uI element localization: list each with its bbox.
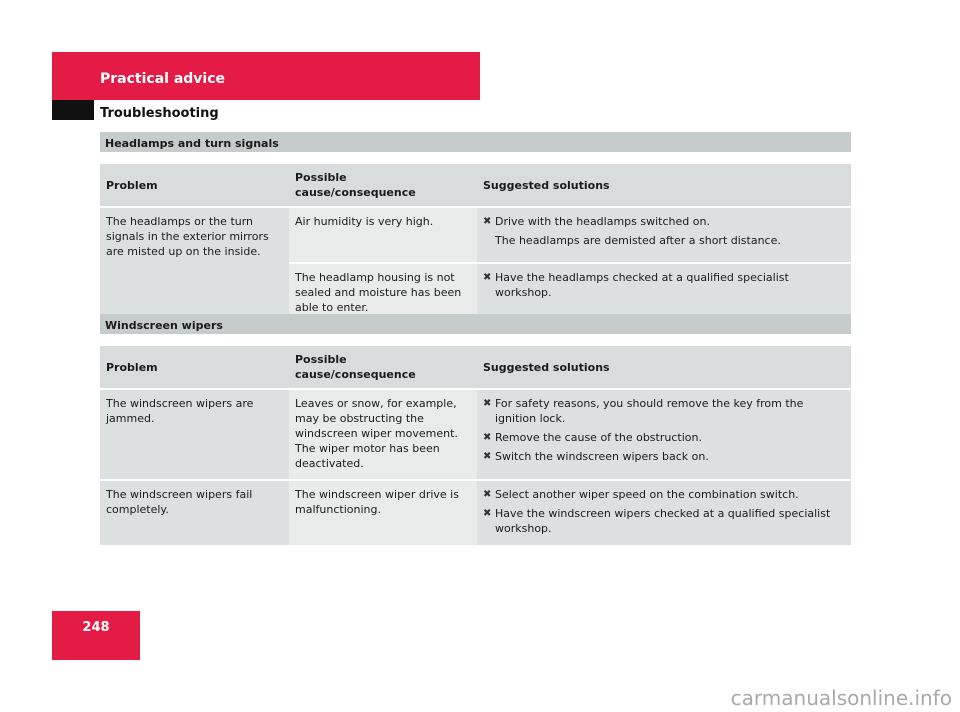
table-header-row <box>100 164 851 206</box>
page-number: 248 <box>82 620 110 635</box>
solution-item: ✖ Switch the windscreen wipers back on. <box>483 450 709 463</box>
arrow-right-icon: ✖ <box>483 489 492 500</box>
solution-item: ✖ Have the headlamps checked at a qualified specialist workshop. <box>483 271 789 299</box>
table-header-row <box>100 346 851 388</box>
watermark: carmanualsonline.info <box>730 686 952 710</box>
solution-item: ✖ Have the windscreen wipers checked at a qualified specialist workshop. <box>483 507 831 535</box>
problem-cell: The windscreen wipers are jammed. <box>100 390 289 479</box>
solution-note: The headlamps are demisted after a short distance. <box>495 234 781 247</box>
column-header-problem: Problem <box>100 164 289 206</box>
cause-cell: Air humidity is very high. <box>289 208 477 262</box>
column-header-cause: Possible cause/consequence <box>289 164 477 206</box>
solution-item: ✖ Remove the cause of the obstruction. <box>483 431 702 444</box>
arrow-right-icon: ✖ <box>483 272 492 283</box>
solution-item: ✖ Select another wiper speed on the combination switch. <box>483 488 799 501</box>
table-title-wipers: Windscreen wipers <box>100 314 851 334</box>
arrow-right-icon: ✖ <box>483 398 492 409</box>
chapter-tab <box>52 100 94 120</box>
arrow-right-icon: ✖ <box>483 451 492 462</box>
problem-cell: The headlamps or the turn signals in the exterior mirrors are misted up on the inside. <box>100 208 289 323</box>
column-header-cause: Possible cause/consequence <box>289 346 477 388</box>
table-title-headlamps: Headlamps and turn signals <box>100 132 851 152</box>
page-number-box <box>52 611 140 660</box>
cause-cell: Leaves or snow, for example, may be obstructing the windscreen wiper movement. The wiper motor has been deactivated. <box>289 390 477 479</box>
table-row <box>100 481 851 545</box>
headlamps-table <box>100 162 851 325</box>
arrow-right-icon: ✖ <box>483 216 492 227</box>
wipers-table <box>100 344 851 547</box>
problem-cell: The windscreen wipers fail completely. <box>100 481 289 545</box>
solutions-cell <box>477 481 851 545</box>
solutions-cell <box>477 208 851 262</box>
table-row <box>100 390 851 479</box>
table-row <box>100 208 851 262</box>
column-header-solutions: Suggested solutions <box>477 164 851 206</box>
cause-cell: The headlamp housing is not sealed and moisture has been able to enter. <box>289 264 477 323</box>
solution-item: ✖ For safety reasons, you should remove the key from the ignition lock. <box>483 397 804 425</box>
column-header-solutions: Suggested solutions <box>477 346 851 388</box>
column-header-problem: Problem <box>100 346 289 388</box>
subsection-title: Troubleshooting <box>100 106 219 121</box>
arrow-right-icon: ✖ <box>483 432 492 443</box>
section-title: Practical advice <box>100 71 226 87</box>
solutions-cell <box>477 390 851 479</box>
arrow-right-icon: ✖ <box>483 508 492 519</box>
cause-cell: The windscreen wiper drive is malfunctioning. <box>289 481 477 545</box>
solution-item: ✖ Drive with the headlamps switched on. <box>483 215 710 228</box>
